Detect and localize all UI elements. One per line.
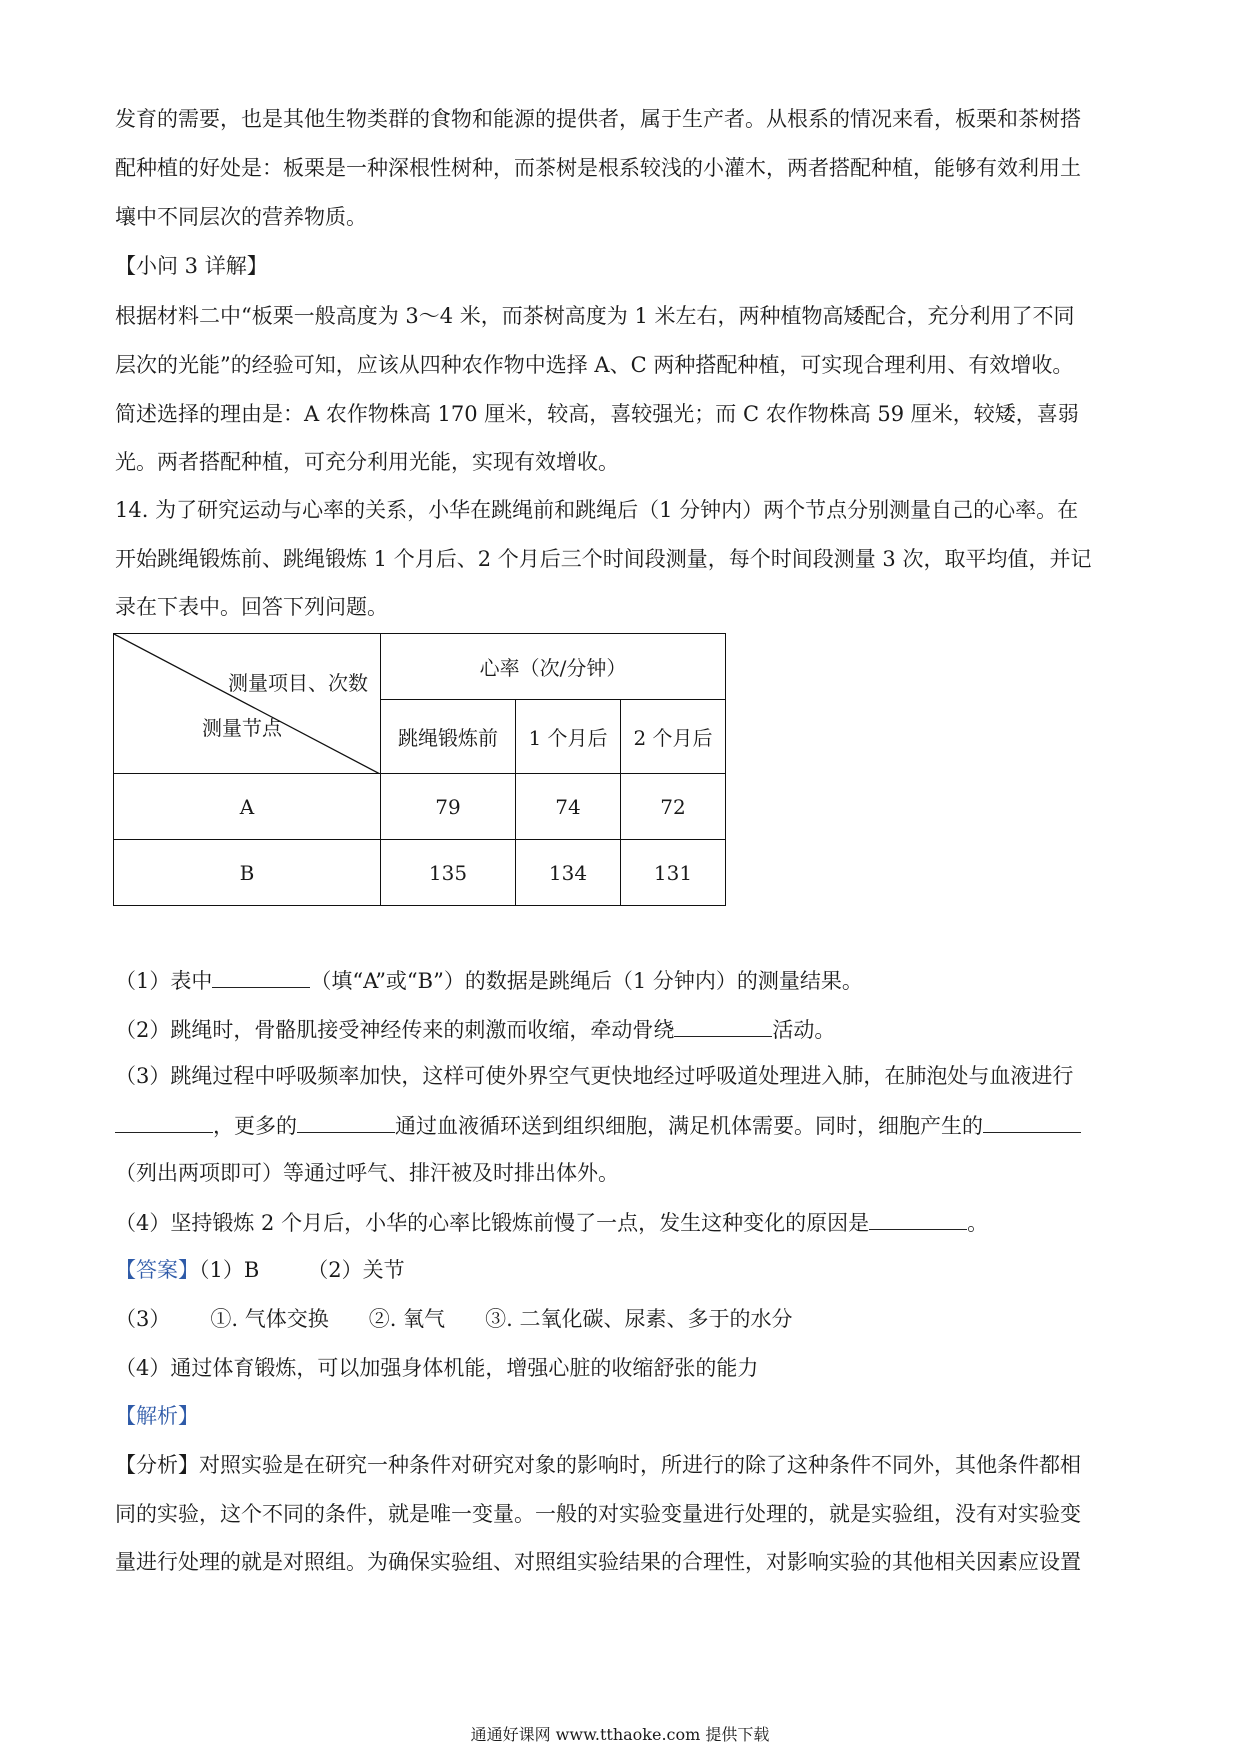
table-row xyxy=(114,774,726,840)
heart-rate-table xyxy=(113,633,726,906)
answer-blank-3a[interactable] xyxy=(115,1108,213,1133)
question-14-line-3: 录在下表中。回答下列问题。 xyxy=(115,595,388,619)
sub-question-3-line-4: 光。两者搭配种植，可充分利用光能，实现有效增收。 xyxy=(115,450,619,474)
question-14-line-1: 14. 为了研究运动与心率的关系，小华在跳绳前和跳绳后（1 分钟内）两个节点分别测量自己的心率。在 xyxy=(115,498,1079,522)
table-cell: 72 xyxy=(621,774,726,840)
intro-line-3: 壤中不同层次的营养物质。 xyxy=(115,205,367,229)
answer-3-number: （3） xyxy=(115,1307,171,1331)
column-header: 1 个月后 xyxy=(516,700,621,774)
table-row xyxy=(114,840,726,906)
answer-blank-3c[interactable] xyxy=(983,1108,1081,1133)
question-3-mid-2: 通过血液循环送到组织细胞，满足机体需要。同时，细胞产生的 xyxy=(395,1114,983,1138)
table-cell: 79 xyxy=(381,774,516,840)
diagonal-label-bottom: 测量节点 xyxy=(202,716,282,740)
table-cell: 74 xyxy=(516,774,621,840)
question-4-suffix: 。 xyxy=(967,1211,989,1235)
column-header: 跳绳锻炼前 xyxy=(381,700,516,774)
question-1-suffix: （填“A”或“B”）的数据是跳绳后（1 分钟内）的测量结果。 xyxy=(310,969,863,993)
question-2-prefix: （2）跳绳时，骨骼肌接受神经传来的刺激而收缩，牵动骨绕 xyxy=(115,1018,675,1042)
table-cell: 135 xyxy=(381,840,516,906)
diagonal-label-top: 测量项目、次数 xyxy=(228,671,368,695)
answer-label: 【答案】 xyxy=(115,1258,199,1282)
question-2 xyxy=(115,1012,1125,1046)
table-cell: 134 xyxy=(516,840,621,906)
intro-line-1: 发育的需要，也是其他生物类群的食物和能源的提供者，属于生产者。从根系的情况来看，板栗和茶树搭 xyxy=(115,107,1081,131)
diagonal-header-cell xyxy=(114,634,381,774)
intro-line-2: 配种植的好处是：板栗是一种深根性树种，而茶树是根系较浅的小灌木，两者搭配种植，能够有效利用土 xyxy=(115,156,1081,180)
question-3-line-2 xyxy=(115,1108,1125,1142)
answer-blank-1[interactable] xyxy=(212,963,310,988)
answer-3-part-1: ①. 气体交换 xyxy=(210,1307,329,1331)
analysis-line-1 xyxy=(115,1449,1125,1481)
answer-line-2 xyxy=(115,1303,1125,1335)
analysis-line-2: 同的实验，这个不同的条件，就是唯一变量。一般的对实验变量进行处理的，就是实验组，没有对实验变 xyxy=(115,1502,1081,1526)
question-1-prefix: （1）表中 xyxy=(115,969,213,993)
column-header: 2 个月后 xyxy=(621,700,726,774)
page-footer: 通通好课网 www.tthaoke.com 提供下载 xyxy=(470,1725,770,1744)
answer-1: （1）B xyxy=(199,1258,260,1282)
sub-question-3-line-3: 简述选择的理由是：A 农作物株高 170 厘米，较高，喜较强光；而 C 农作物株高 59 厘米，较矮，喜弱 xyxy=(115,402,1079,426)
answer-blank-4[interactable] xyxy=(869,1205,967,1230)
answer-3-part-3: ③. 二氧化碳、尿素、多于的水分 xyxy=(485,1307,793,1331)
question-1 xyxy=(115,963,1125,997)
answer-4: （4）通过体育锻炼，可以加强身体机能，增强心脏的收缩舒张的能力 xyxy=(115,1356,759,1380)
analysis-heading: 【解析】 xyxy=(115,1404,199,1428)
sub-question-3-line-2: 层次的光能”的经验可知，应该从四种农作物中选择 A、C 两种搭配种植，可实现合理利用、有效增收。 xyxy=(115,353,1074,377)
analysis-line-3: 量进行处理的就是对照组。为确保实验组、对照组实验结果的合理性，对影响实验的其他相关因素应设置 xyxy=(115,1550,1081,1574)
answer-line-1 xyxy=(115,1254,1125,1286)
row-label: B xyxy=(114,840,381,906)
question-14-line-2: 开始跳绳锻炼前、跳绳锻炼 1 个月后、2 个月后三个时间段测量，每个时间段测量 3 次，取平均值，并记 xyxy=(115,547,1092,571)
diagonal-line xyxy=(114,634,380,774)
question-2-suffix: 活动。 xyxy=(772,1018,836,1042)
heart-rate-group-header: 心率（次/分钟） xyxy=(381,634,726,700)
sub-question-3-line-1: 根据材料二中“板栗一般高度为 3～4 米，而茶树高度为 1 米左右，两种植物高矮配合，充分利用了不同 xyxy=(115,304,1075,328)
sub-question-3-heading: 【小问 3 详解】 xyxy=(115,254,268,278)
question-4-prefix: （4）坚持锻炼 2 个月后，小华的心率比锻炼前慢了一点，发生这种变化的原因是 xyxy=(115,1211,870,1235)
question-3-line-3: （列出两项即可）等通过呼气、排汗被及时排出体外。 xyxy=(115,1161,619,1185)
answer-blank-2[interactable] xyxy=(674,1012,772,1037)
analysis-text: 对照实验是在研究一种条件对研究对象的影响时，所进行的除了这种条件不同外，其他条件都相 xyxy=(199,1453,1081,1477)
answer-2: （2）关节 xyxy=(307,1258,405,1282)
question-4 xyxy=(115,1205,1125,1239)
answer-blank-3b[interactable] xyxy=(297,1108,395,1133)
row-label: A xyxy=(114,774,381,840)
question-3-mid-1: ，更多的 xyxy=(213,1114,297,1138)
question-3-line-1: （3）跳绳过程中呼吸频率加快，这样可使外界空气更快地经过呼吸道处理进入肺，在肺泡处与血液进行 xyxy=(115,1064,1074,1088)
analysis-label: 【分析】 xyxy=(115,1453,199,1477)
table-cell: 131 xyxy=(621,840,726,906)
answer-3-part-2: ②. 氧气 xyxy=(368,1307,446,1331)
